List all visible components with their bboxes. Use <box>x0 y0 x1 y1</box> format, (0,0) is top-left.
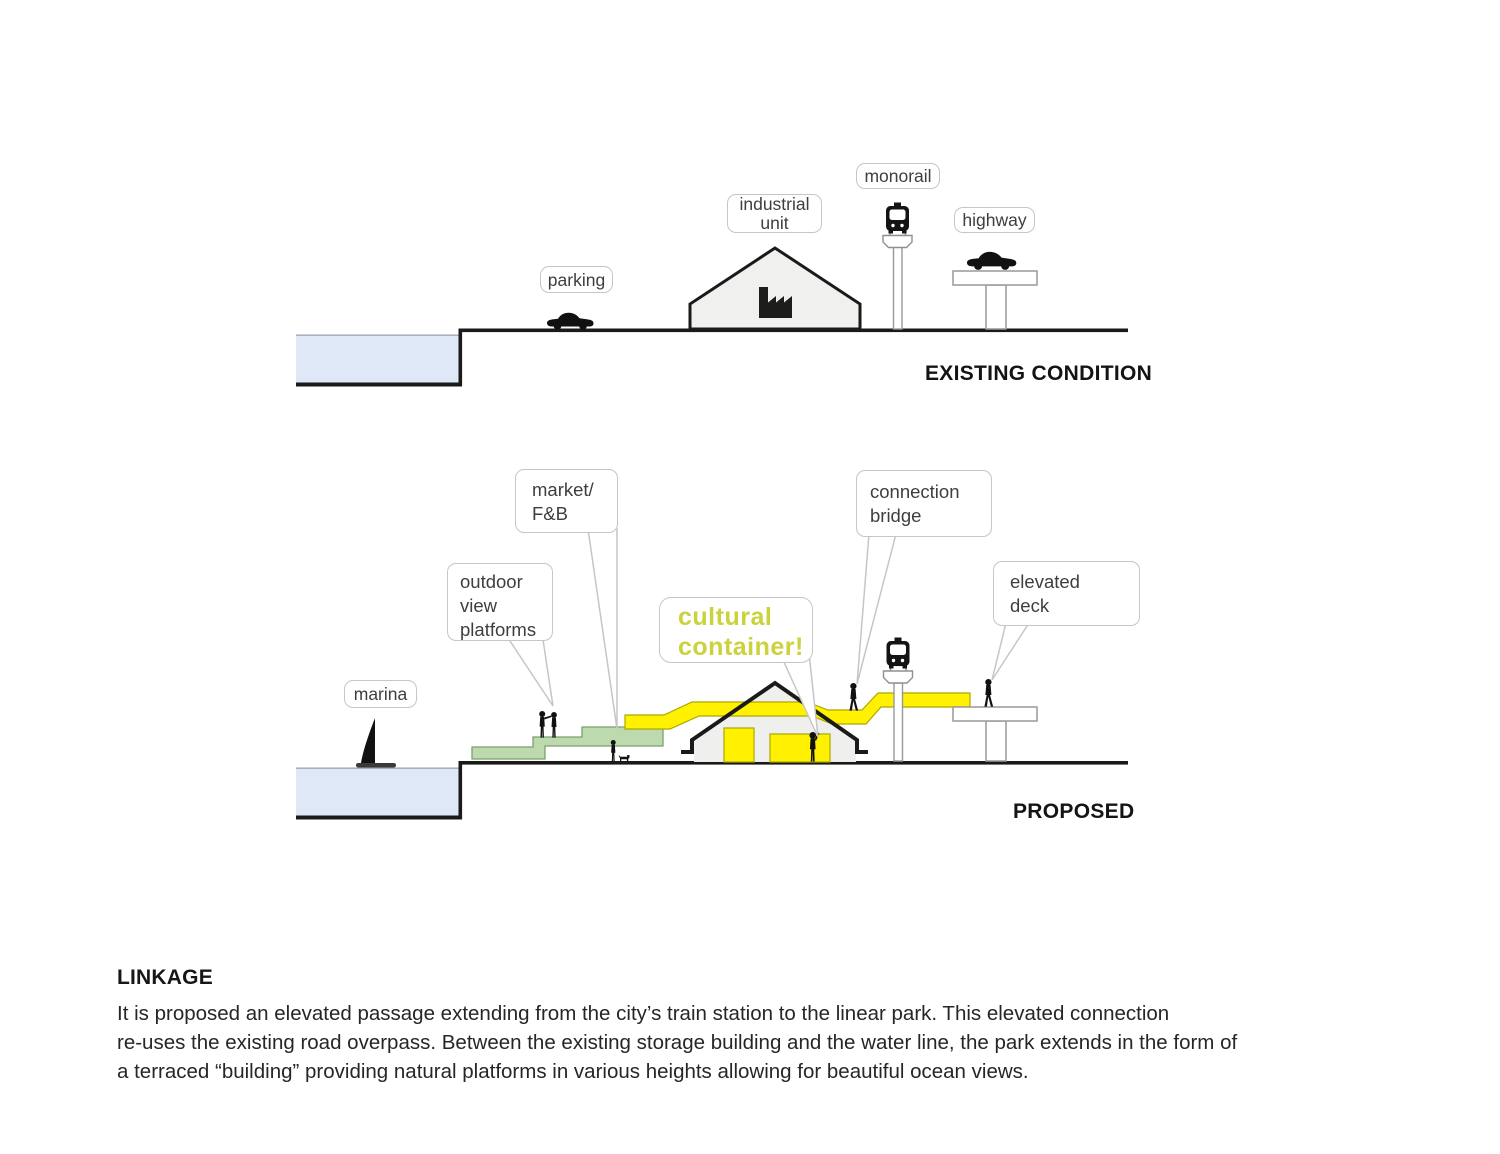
green-terrace-platforms <box>472 727 663 759</box>
label-industrial-line1: industrial <box>739 193 810 214</box>
label-marina-text: marina <box>353 684 408 704</box>
water-proposed <box>296 768 459 817</box>
label-cultural-container <box>659 597 813 663</box>
label-monorail <box>856 163 940 189</box>
linkage-text-block <box>117 966 1407 1086</box>
linkage-body-line1: It is proposed an elevated passage extending from the city’s train station to the linear park. This elevated connection <box>117 1002 1170 1025</box>
monorail-train-icon <box>886 203 909 234</box>
person-icon <box>539 711 551 738</box>
label-connection-bridge <box>856 470 992 537</box>
monorail-structure-existing <box>883 203 912 330</box>
quay-wall-existing <box>459 329 463 387</box>
label-market-fb <box>515 469 618 533</box>
cultural-container-block <box>724 728 754 762</box>
callout-tail <box>508 633 553 706</box>
car-icon <box>547 313 594 330</box>
label-highway-text: highway <box>962 210 1027 230</box>
label-outdoor-line1: outdoor <box>460 571 523 592</box>
quay-wall-proposed <box>459 761 463 819</box>
linkage-body-line3: a terraced “building” providing natural platforms in various heights allowing for beautiful ocean views. <box>117 1060 1029 1083</box>
label-elevated-line1: elevated <box>1010 571 1080 592</box>
label-industrial-line2: unit <box>760 212 789 233</box>
water-surface-line <box>296 335 459 336</box>
label-industrial-unit <box>727 194 822 233</box>
existing-condition-title: EXISTING CONDITION <box>925 362 1153 385</box>
label-market-line2: F&B <box>532 503 568 524</box>
label-parking <box>540 266 613 293</box>
linkage-heading: LINKAGE <box>117 966 213 989</box>
car-icon <box>967 252 1016 270</box>
callout-tail <box>588 529 617 729</box>
label-elevated-line2: deck <box>1010 595 1050 616</box>
elevated-deck-structure <box>953 707 1037 761</box>
water-surface-line <box>296 768 459 769</box>
water-bottom-line <box>296 383 462 387</box>
linkage-body-line2: re-uses the existing road overpass. Between the existing storage building and the water line, the park extends in the form of <box>117 1031 1238 1054</box>
proposed-title: PROPOSED <box>1013 800 1135 823</box>
label-cultural-line1: cultural <box>678 603 773 631</box>
label-connection-line2: bridge <box>870 505 922 526</box>
water-existing <box>296 335 459 384</box>
person-icon <box>551 712 557 738</box>
water-bottom-line <box>296 816 462 820</box>
label-outdoor-line3: platforms <box>460 619 537 640</box>
label-highway <box>954 207 1035 233</box>
label-monorail-text: monorail <box>864 166 932 186</box>
cultural-container-block <box>770 734 830 762</box>
dog-icon <box>619 755 630 762</box>
person-icon <box>984 679 993 707</box>
person-icon <box>611 740 616 762</box>
label-parking-text: parking <box>547 269 606 290</box>
callout-tail <box>992 623 1029 680</box>
label-elevated-deck <box>993 561 1140 626</box>
label-outdoor-view-platforms <box>447 563 553 641</box>
sailboat-icon <box>356 718 396 768</box>
label-marina <box>344 680 417 708</box>
monorail-train-icon <box>887 638 910 669</box>
label-cultural-line2: container! <box>678 633 804 661</box>
label-outdoor-line2: view <box>460 595 498 616</box>
highway-overpass-existing <box>953 252 1037 329</box>
person-icon <box>849 683 858 711</box>
label-market-line1: market/ <box>532 479 594 500</box>
label-connection-line1: connection <box>870 481 960 502</box>
